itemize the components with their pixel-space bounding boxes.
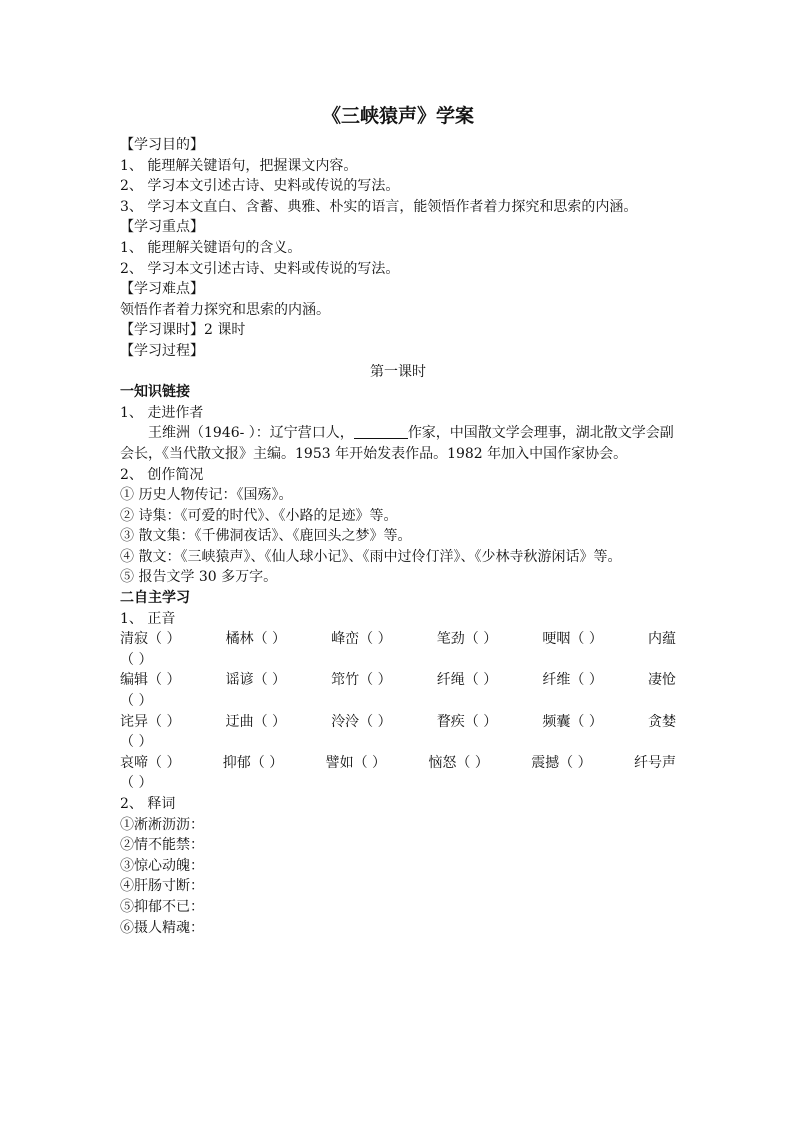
section-heading: 二自主学习 [120,590,190,607]
pinyin-row [120,670,676,691]
pinyin-item: 纤号声 [633,754,676,771]
pinyin-continuation: （ ） [120,734,153,751]
pinyin-item: 纤维（ ） [542,672,603,689]
difficulty-text: 领悟作者着力探究和思索的内涵。 [120,301,330,318]
vocab-item: ⑥摄人精魂： [120,919,204,936]
fill-blank[interactable] [354,424,408,439]
works-item: ① 历史人物传记：《国殇》。 [120,487,293,504]
pinyin-item: 哽咽（ ） [542,631,603,648]
hours-line: 【学习课时】2 课时 [120,322,246,339]
works-item: ③ 散文集：《千佛洞夜话》、《鹿回头之梦》等。 [120,528,412,545]
pinyin-row [120,629,676,650]
pinyin-continuation: （ ） [120,693,153,710]
key-item: 2、 学习本文引述古诗、史料或传说的写法。 [120,260,400,277]
process-heading: 【学习过程】 [120,342,204,359]
vocab-item: ②情不能禁： [120,837,204,854]
pinyin-item: 频囊（ ） [542,713,603,730]
section-heading: 一知识链接 [120,384,190,401]
lesson-title: 第一课时 [370,363,426,380]
key-item: 1、 能理解关键语句的含义。 [120,239,302,256]
vocab-item: ⑤抑郁不已： [120,898,204,915]
pinyin-item: 哀啼（ ） [120,754,181,771]
pinyin-item: 编辑（ ） [120,672,181,689]
works-title: 2、 创作简况 [120,466,204,483]
pinyin-continuation: （ ） [120,775,153,792]
goal-item: 3、 学习本文直白、含蓄、典雅、朴实的语言，能领悟作者着力探究和思索的内涵。 [120,198,638,215]
pinyin-title: 1、 正音 [120,610,176,627]
pinyin-item: 橘林（ ） [225,631,287,648]
pinyin-item: 峰峦（ ） [331,631,392,648]
page-title: 《三峡猿声》学案 [321,105,474,127]
works-item: ⑤ 报告文学 30 多万字。 [120,569,278,586]
vocab-item: ④肝肠寸断： [120,878,204,895]
works-item: ④ 散文：《三峡猿声》、《仙人球小记》、《雨中过伶仃洋》、《少林寺秋游闲话》等。 [120,548,622,565]
pinyin-row [120,712,676,733]
vocab-item: ③惊心动魄： [120,857,204,874]
pinyin-item: 谣谚（ ） [225,672,287,689]
pinyin-item: 泠泠（ ） [331,713,392,730]
pinyin-item: 笔劲（ ） [436,631,498,648]
pinyin-item: 纤绳（ ） [436,672,498,689]
goal-item: 1、 能理解关键语句，把握课文内容。 [120,157,358,174]
works-item: ② 诗集：《可爱的时代》、《小路的足迹》等。 [120,507,398,524]
pinyin-row [120,753,676,774]
author-title: 1、 走进作者 [120,404,204,421]
pinyin-item: 瞀疾（ ） [436,713,498,730]
author-text-post: 作家，中国散文学会理事，湖北散文学会副会长，《当代散文报》主编。1953 年开始发表作品。1982 年加入中国作家协会。 [120,425,674,462]
pinyin-item: 内蕴 [647,631,676,648]
difficulty-heading: 【学习难点】 [120,281,204,298]
goal-item: 2、 学习本文引述古诗、史料或传说的写法。 [120,178,400,195]
key-heading: 【学习重点】 [120,219,204,236]
pinyin-item: 抑郁（ ） [222,754,284,771]
author-paragraph [120,423,676,464]
pinyin-item: 贪婪 [647,713,676,730]
pinyin-item: 恼怒（ ） [428,754,489,771]
pinyin-item: 震撼（ ） [531,754,592,771]
pinyin-item: 迂曲（ ） [225,713,287,730]
vocab-item: ①淅淅沥沥： [120,816,204,833]
document-page [120,103,676,938]
vocab-title: 2、 释词 [120,796,176,812]
pinyin-item: 譬如（ ） [325,754,387,771]
goals-heading: 【学习目的】 [120,137,204,153]
author-text-pre: 王维洲（1946- ）：辽宁营口人， [148,425,354,442]
pinyin-item: 凄怆 [647,672,676,689]
pinyin-item: 清寂（ ） [120,631,181,648]
pinyin-item: 诧异（ ） [120,713,181,730]
pinyin-item: 筇竹（ ） [331,672,392,689]
pinyin-continuation: （ ） [120,651,153,668]
